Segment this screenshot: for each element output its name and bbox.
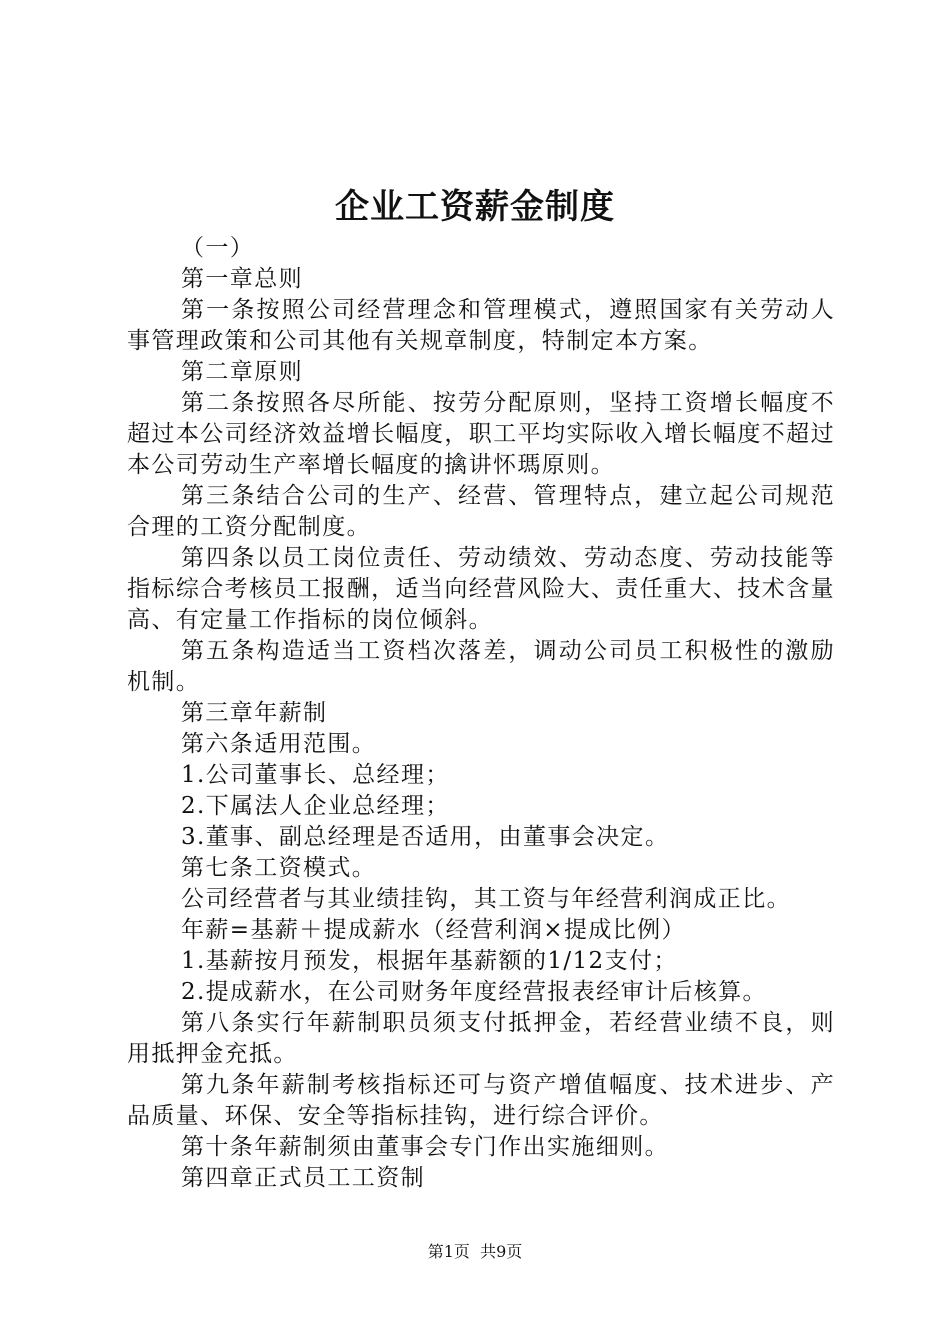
article-paragraph: 第一条按照公司经营理念和管理模式，遵照国家有关劳动人事管理政策和公司其他有关规章制度，特制定本方案。: [127, 297, 835, 354]
document-body: [127, 233, 835, 1194]
article-paragraph: 第八条实行年薪制职员须支付抵押金，若经营业绩不良，则用抵押金充抵。: [127, 1010, 835, 1067]
article-paragraph: 第五条构造适当工资档次落差，调动公司员工积极性的激励机制。: [127, 638, 835, 695]
page-footer: [0, 1240, 950, 1264]
list-item: 1.基薪按月预发，根据年基薪额的1/12支付；: [181, 948, 678, 974]
formula-paragraph: 年薪=基薪＋提成薪水（经营利润×提成比例）: [181, 917, 686, 943]
paragraph-part-marker: （一）: [181, 235, 255, 261]
article-paragraph: 第三条结合公司的生产、经营、管理特点，建立起公司规范合理的工资分配制度。: [127, 483, 835, 540]
article-paragraph: 第六条适用范围。: [181, 731, 377, 757]
chapter-heading: 第二章原则: [181, 359, 303, 385]
chapter-heading: 第一章总则: [181, 266, 303, 292]
list-item: 2.下属法人企业总经理；: [181, 793, 450, 819]
list-item: 2.提成薪水，在公司财务年度经营报表经审计后核算。: [181, 979, 767, 1005]
body-paragraph: 公司经营者与其业绩挂钩，其工资与年经营利润成正比。: [181, 886, 791, 912]
chapter-heading: 第三章年薪制: [181, 700, 328, 726]
chapter-heading: 第四章正式员工工资制: [181, 1165, 425, 1191]
article-paragraph: 第二条按照各尽所能、按劳分配原则，坚持工资增长幅度不超过本公司经济效益增长幅度，职工平均实际收入增长幅度不超过本公司劳动生产率增长幅度的擒讲怀瑪原则。: [127, 390, 835, 478]
document-title: 企业工资薪金制度: [335, 187, 615, 227]
article-paragraph: 第九条年薪制考核指标还可与资产增值幅度、技术进步、产品质量、环保、安全等指标挂钩，进行综合评价。: [127, 1072, 835, 1129]
article-paragraph: 第十条年薪制须由董事会专门作出实施细则。: [181, 1134, 669, 1160]
article-paragraph: 第七条工资模式。: [181, 855, 377, 881]
page-number: 第1页: [427, 1242, 470, 1261]
list-item: 1.公司董事长、总经理；: [181, 762, 450, 788]
page-total: 共9页: [480, 1242, 523, 1261]
article-paragraph: 第四条以员工岗位责任、劳动绩效、劳动态度、劳动技能等指标综合考核员工报酬，适当向经营风险大、责任重大、技术含量高、有定量工作指标的岗位倾斜。: [127, 545, 835, 633]
list-item: 3.董事、副总经理是否适用，由董事会决定。: [181, 824, 670, 850]
